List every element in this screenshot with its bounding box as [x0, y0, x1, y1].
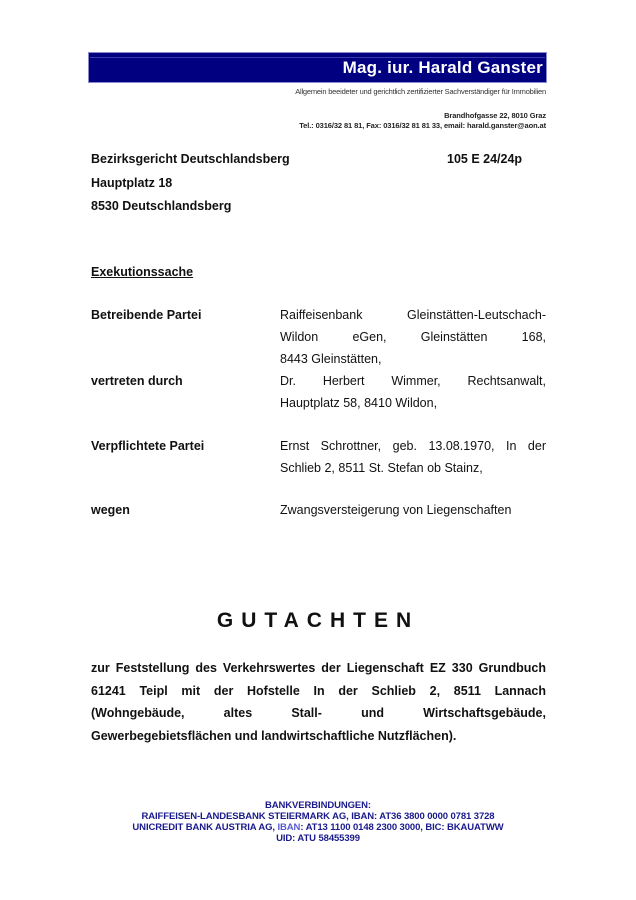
description-line: zur Feststellung des Verkehrswertes der Liegenschaft EZ 330 Grundbuch — [91, 661, 546, 675]
expert-address: Brandhofgasse 22, 8010 Graz — [444, 111, 546, 120]
case-number: 105 E 24/24p — [447, 152, 523, 166]
party-line: Wildon eGen, Gleinstätten 168, — [280, 330, 546, 344]
footer-uid: UID: ATU 58455399 — [276, 833, 360, 844]
party-line: Zwangsversteigerung von Liegenschaften — [280, 503, 512, 517]
footer-bank-2-name: UNICREDIT BANK AUSTRIA AG, — [132, 822, 278, 833]
party-line: Hauptplatz 58, 8410 Wildon, — [280, 396, 438, 410]
document-description — [91, 657, 546, 747]
party-value-representative — [280, 370, 546, 414]
document-title: GUTACHTEN — [216, 609, 420, 632]
footer-heading: BANKVERBINDUNGEN: — [265, 800, 371, 811]
party-value-plaintiff — [280, 304, 546, 370]
party-line: Schlieb 2, 8511 St. Stefan ob Stainz, — [280, 461, 483, 475]
party-value-reason — [280, 499, 546, 521]
footer-bank-2-iban-label: IBAN — [277, 822, 301, 833]
party-line: 8443 Gleinstätten, — [280, 352, 382, 366]
description-line: (Wohngebäude, altes Stall- und Wirtschaftsgebäude, — [91, 706, 546, 720]
court-city: 8530 Deutschlandsberg — [91, 199, 232, 213]
party-label-reason: wegen — [91, 503, 130, 517]
party-line: Ernst Schrottner, geb. 13.08.1970, In der — [280, 439, 546, 453]
footer-bank-2 — [0, 822, 636, 833]
expert-name: Mag. iur. Harald Ganster — [342, 57, 543, 77]
footer-bank-2-rest: : AT13 1100 0148 2300 3000, BIC: BKAUATWW — [300, 822, 504, 833]
bank-details-footer — [0, 800, 636, 844]
party-label-plaintiff: Betreibende Partei — [91, 308, 202, 322]
party-line: Raiffeisenbank Gleinstätten-Leutschach- — [280, 308, 546, 322]
footer-bank-1: RAIFFEISEN-LANDESBANK STEIERMARK AG, IBAN: AT36 3800 0000 0781 3728 — [141, 811, 495, 822]
expert-contact: Tel.: 0316/32 81 81, Fax: 0316/32 81 81 33, email: harald.ganster@aon.at — [299, 121, 546, 130]
court-name: Bezirksgericht Deutschlandsberg — [91, 152, 290, 166]
party-label-defendant: Verpflichtete Partei — [91, 439, 205, 453]
expert-subtitle: Allgemein beeideter und gerichtlich zertifizierter Sachverständiger für Immobilien — [295, 87, 546, 96]
party-line: Dr. Herbert Wimmer, Rechtsanwalt, — [280, 374, 546, 388]
party-label-representative: vertreten durch — [91, 374, 183, 388]
letterhead-bar — [88, 52, 547, 83]
section-heading: Exekutionssache — [91, 265, 194, 279]
description-line: Gewerbegebietsflächen und landwirtschaftliche Nutzflächen). — [91, 728, 457, 743]
description-line: 61241 Teipl mit der Hofstelle In der Schlieb 2, 8511 Lannach — [91, 683, 546, 698]
court-street: Hauptplatz 18 — [91, 176, 173, 190]
party-value-defendant — [280, 435, 546, 479]
